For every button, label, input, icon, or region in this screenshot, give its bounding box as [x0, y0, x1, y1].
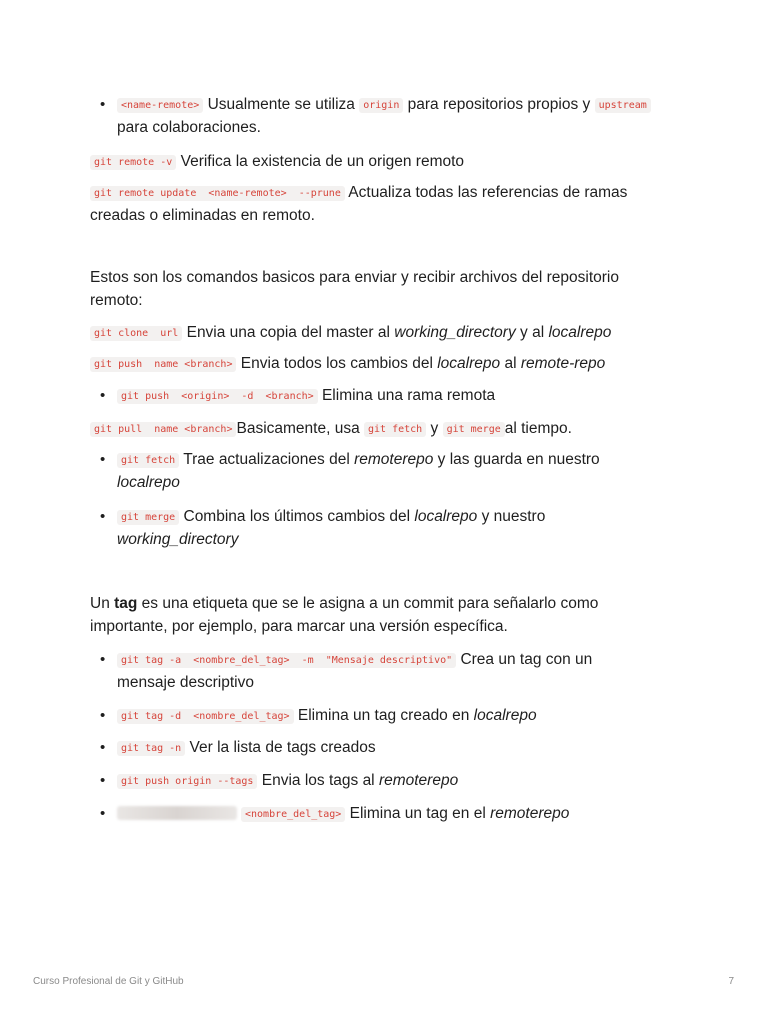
inline-code: git fetch: [364, 422, 426, 437]
bullet: •: [100, 707, 106, 724]
inline-code: git tag -n: [117, 741, 185, 756]
paragraph-continuation: remoto:: [90, 292, 143, 309]
bullet: •: [100, 387, 106, 404]
inline-code: git merge: [117, 510, 179, 525]
bullet: •: [100, 508, 106, 525]
list-item: • git push <origin> -d <branch> Elimina una rama remota: [117, 384, 495, 408]
list-item: • git tag -n Ver la lista de tags creados: [117, 736, 376, 760]
inline-code: git push name <branch>: [90, 357, 236, 372]
list-item-continuation: working_directory: [117, 531, 239, 548]
bullet: •: [100, 651, 106, 668]
inline-code: git tag -d <nombre_del_tag>: [117, 709, 294, 724]
list-item: • git tag -a <nombre_del_tag> -m "Mensaje descriptivo" Crea un tag con un: [117, 648, 592, 672]
inline-code: <name-remote>: [117, 98, 203, 113]
paragraph: git push name <branch> Envia todos los cambios del localrepo al remote-repo: [90, 352, 605, 376]
paragraph: git pull name <branch> Basicamente, usa git fetch y git merge al tiempo.: [90, 417, 572, 441]
inline-code: git remote -v: [90, 155, 176, 170]
inline-code: git pull name <branch>: [90, 422, 236, 437]
page-number: 7: [728, 976, 734, 987]
paragraph: git remote update <name-remote> --prune Actualiza todas las referencias de ramas: [90, 181, 627, 205]
bullet: •: [100, 96, 106, 113]
list-item: • git merge Combina los últimos cambios del localrepo y nuestro: [117, 505, 545, 529]
paragraph: Estos son los comandos basicos para enviar y recibir archivos del repositorio: [90, 269, 619, 286]
bullet: •: [100, 772, 106, 789]
paragraph-continuation: creadas o eliminadas en remoto.: [90, 207, 315, 224]
paragraph: git clone url Envia una copia del master al working_directory y al localrepo: [90, 321, 611, 345]
list-item: • git tag -d <nombre_del_tag> Elimina un tag creado en localrepo: [117, 704, 537, 728]
list-item-continuation: mensaje descriptivo: [117, 674, 254, 691]
list-item: • git push origin --tags Envia los tags al remoterepo: [117, 769, 458, 793]
list-item: • <nombre_del_tag> Elimina un tag en el remoterepo: [117, 802, 569, 826]
inline-code: <nombre_del_tag>: [241, 807, 345, 822]
list-item-continuation: localrepo: [117, 474, 180, 491]
paragraph: git remote -v Verifica la existencia de un origen remoto: [90, 150, 464, 174]
inline-code: upstream: [595, 98, 651, 113]
inline-code: git fetch: [117, 453, 179, 468]
paragraph: Un tag es una etiqueta que se le asigna a un commit para señalarlo como: [90, 595, 599, 612]
redacted-code: [117, 806, 237, 820]
inline-code: git tag -a <nombre_del_tag> -m "Mensaje descriptivo": [117, 653, 456, 668]
inline-code: git remote update <name-remote> --prune: [90, 186, 345, 201]
inline-code: git push <origin> -d <branch>: [117, 389, 318, 404]
footer-title: Curso Profesional de Git y GitHub: [33, 976, 184, 987]
bullet: •: [100, 805, 106, 822]
inline-code: git merge: [443, 422, 505, 437]
bullet: •: [100, 739, 106, 756]
paragraph-continuation: importante, por ejemplo, para marcar una versión específica.: [90, 618, 508, 635]
inline-code: origin: [359, 98, 403, 113]
list-item: • <name-remote> Usualmente se utiliza origin para repositorios propios y upstream: [117, 93, 651, 117]
list-item-continuation: para colaboraciones.: [117, 119, 261, 136]
bullet: •: [100, 451, 106, 468]
inline-code: git push origin --tags: [117, 774, 257, 789]
list-item: • git fetch Trae actualizaciones del remoterepo y las guarda en nuestro: [117, 448, 600, 472]
inline-code: git clone url: [90, 326, 182, 341]
